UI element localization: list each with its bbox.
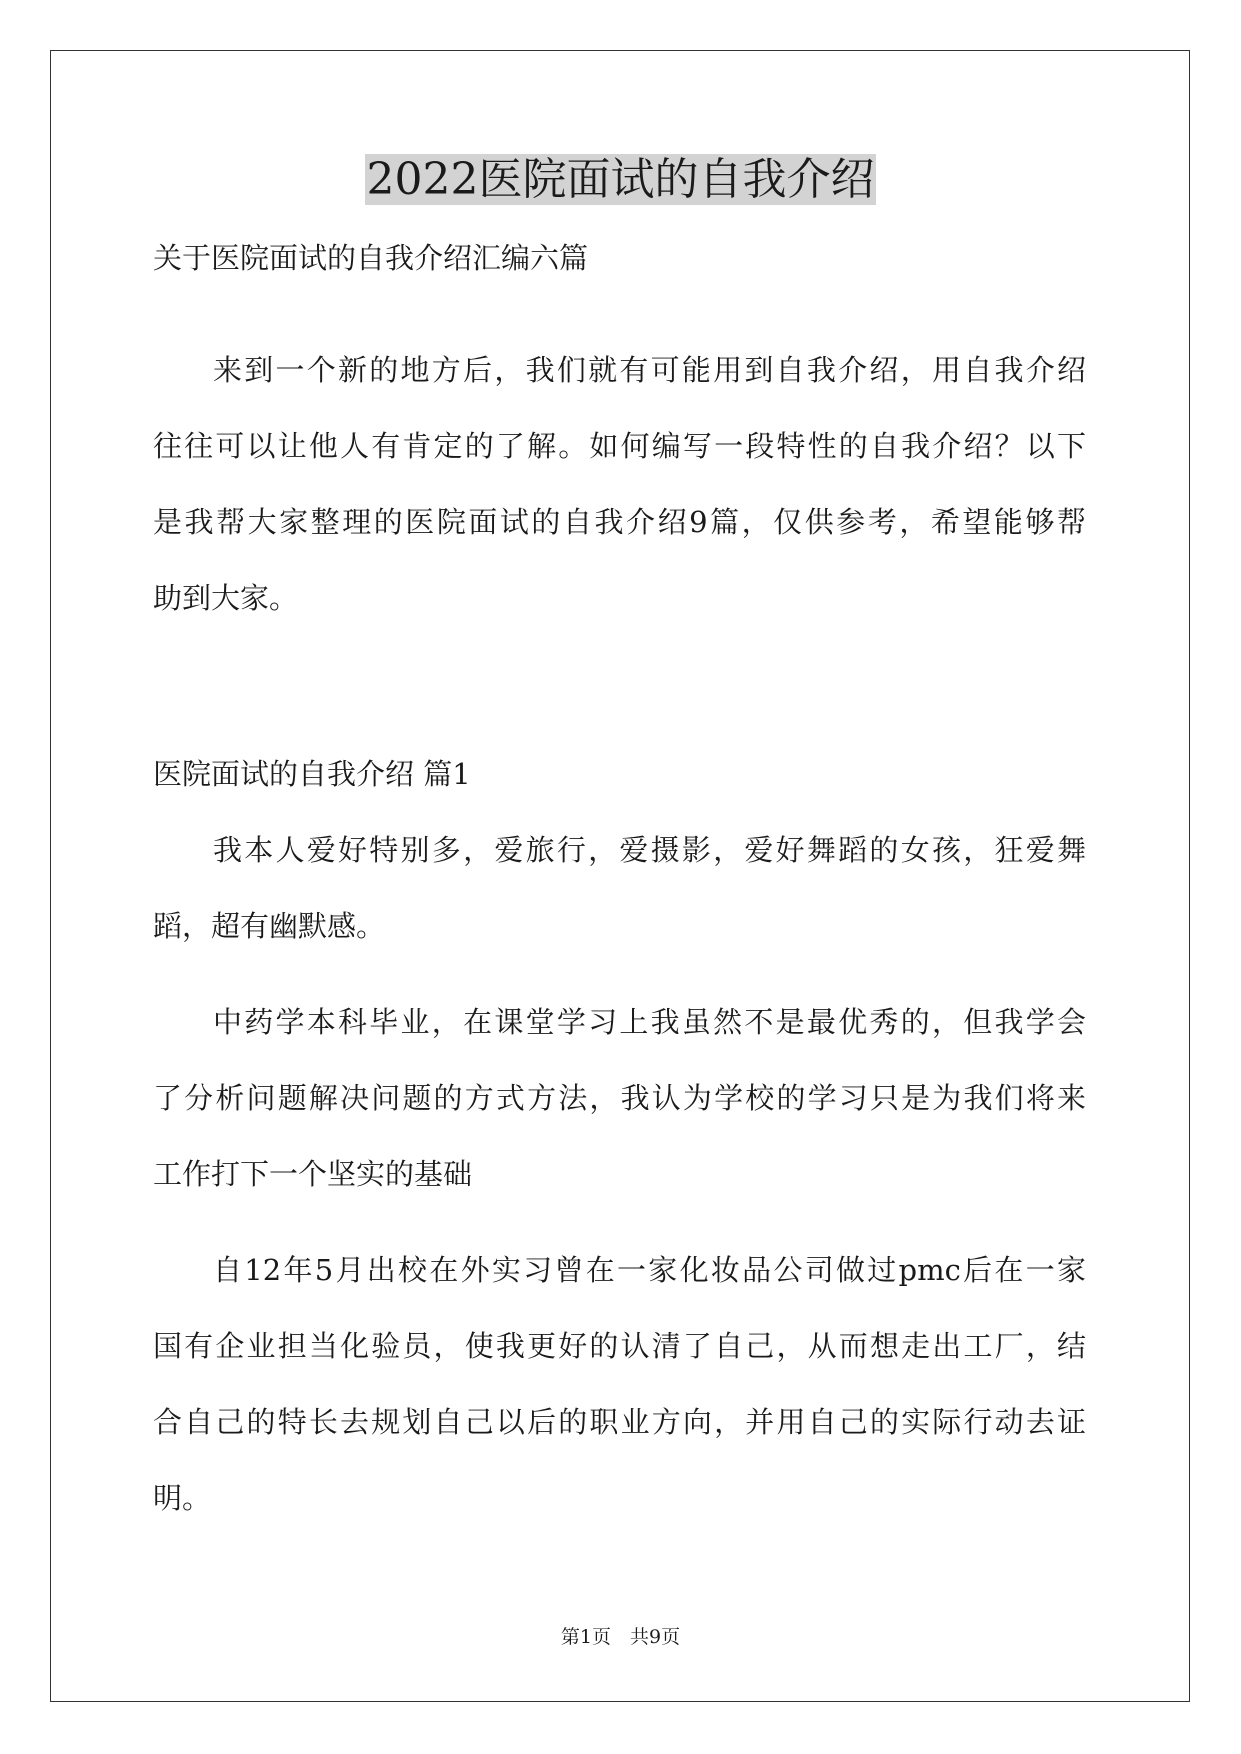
intro-line-4: 助到大家。 xyxy=(153,581,299,615)
paragraph-3-line-2: 国有企业担当化验员，使我更好的认清了自己，从而想走出工厂，结 xyxy=(153,1329,1086,1363)
paragraph-2-line-1: 中药学本科毕业，在课堂学习上我虽然不是最优秀的，但我学会 xyxy=(213,1005,1086,1039)
intro-line-2: 往往可以让他人有肯定的了解。如何编写一段特性的自我介绍？以下 xyxy=(153,429,1086,463)
paragraph-3-line-4: 明。 xyxy=(153,1481,212,1515)
paragraph-1-line-2: 蹈，超有幽默感。 xyxy=(153,909,386,943)
paragraph-1-line-1: 我本人爱好特别多，爱旅行，爱摄影，爱好舞蹈的女孩，狂爱舞 xyxy=(213,833,1086,867)
intro-line-3: 是我帮大家整理的医院面试的自我介绍9篇，仅供参考，希望能够帮 xyxy=(153,505,1086,539)
page-number-footer: 第1页 共9页 xyxy=(560,1626,681,1648)
paragraph-2-line-3: 工作打下一个坚实的基础 xyxy=(153,1157,473,1191)
document-title xyxy=(0,148,1241,212)
paragraph-3-line-1: 自12年5月出校在外实习曾在一家化妆品公司做过pmc后在一家 xyxy=(213,1253,1086,1287)
intro-line-1: 来到一个新的地方后，我们就有可能用到自我介绍，用自我介绍 xyxy=(213,353,1086,387)
document-subtitle: 关于医院面试的自我介绍汇编六篇 xyxy=(153,241,589,275)
paragraph-3-line-3: 合自己的特长去规划自己以后的职业方向，并用自己的实际行动去证 xyxy=(153,1405,1086,1439)
page-border xyxy=(50,50,1190,1702)
section-heading: 医院面试的自我介绍 篇1 xyxy=(153,757,471,791)
paragraph-2-line-2: 了分析问题解决问题的方式方法，我认为学校的学习只是为我们将来 xyxy=(153,1081,1086,1115)
document-title-text: 2022医院面试的自我介绍 xyxy=(366,154,875,205)
